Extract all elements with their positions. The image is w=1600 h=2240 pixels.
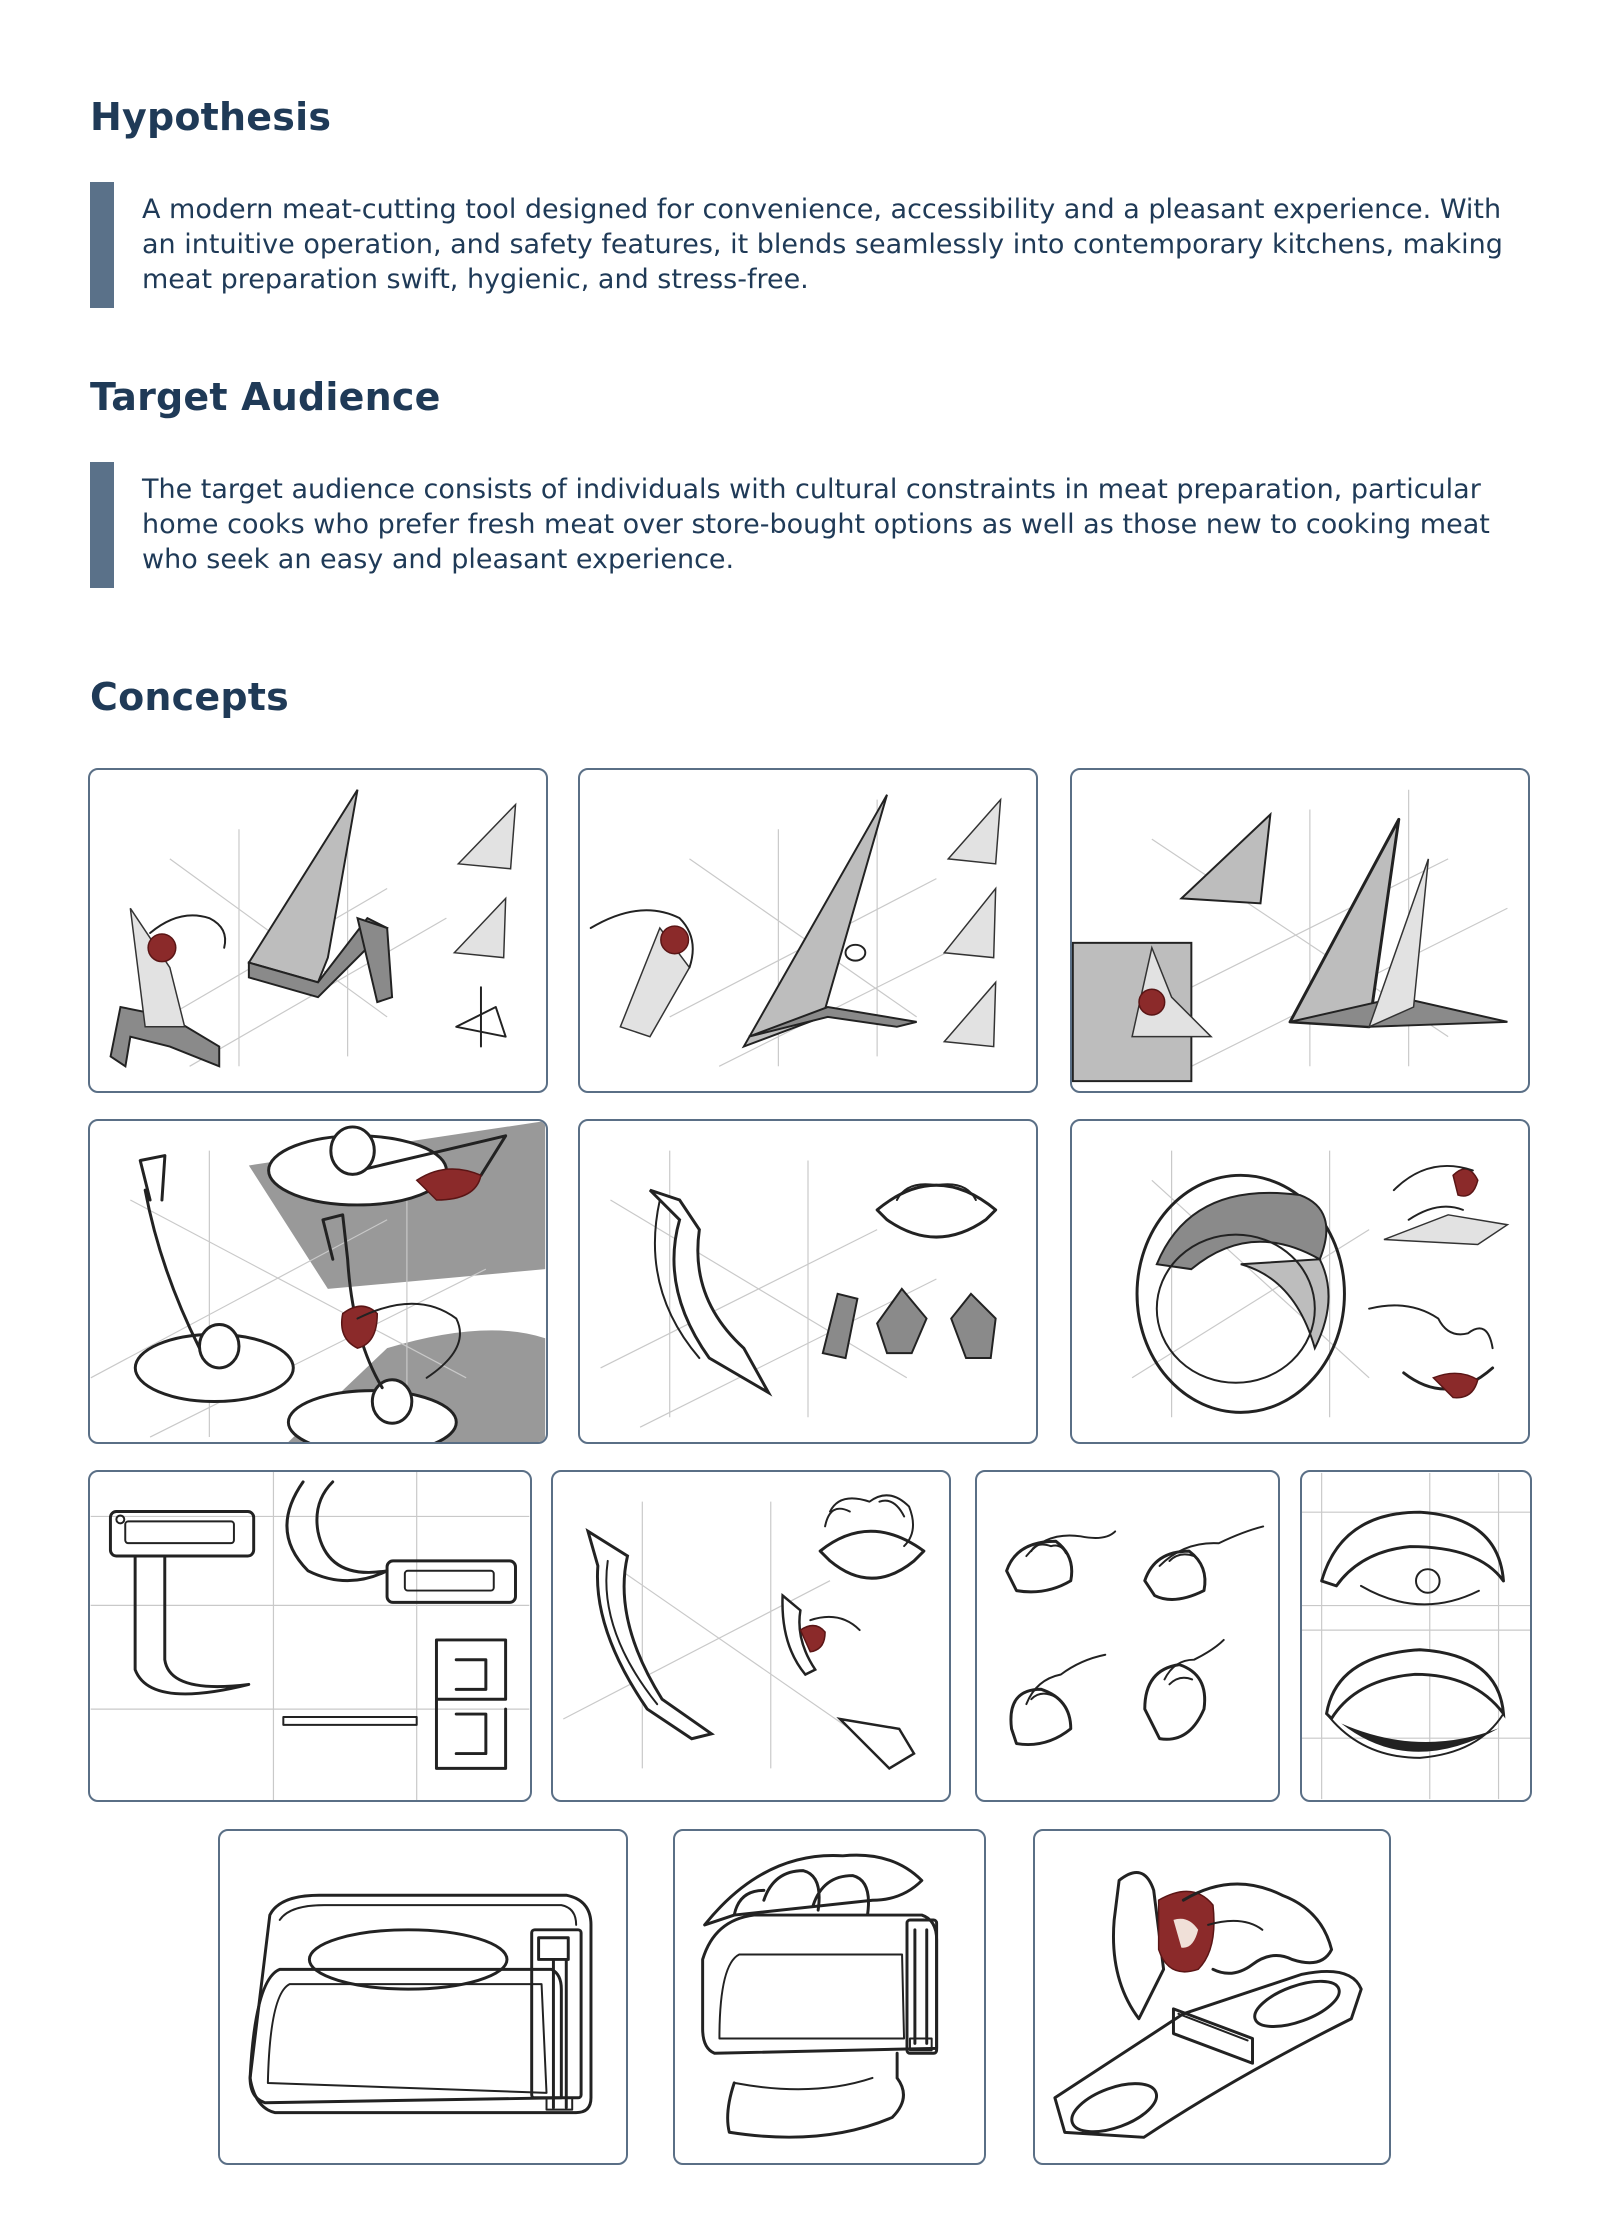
quote-accent-bar [90, 182, 114, 308]
concept-sketch-1 [88, 768, 548, 1093]
concept-sketch-6 [1070, 1119, 1530, 1444]
hypothesis-text: A modern meat-cutting tool designed for convenience, accessibility and a pleasant experience. With an intuitive operation, and safety features, it blends seamlessly into contemporary kitchens, making meat preparation swift, hygienic, and stress-free. [142, 194, 1503, 295]
target-audience-heading: Target Audience [90, 375, 441, 419]
sketch-curved-blade-stand [580, 770, 1036, 1091]
concept-sketch-4 [88, 1119, 548, 1444]
quote-accent-bar [90, 462, 114, 588]
sketch-crescent-blade [1302, 1472, 1530, 1800]
concept-sketch-3 [1070, 768, 1530, 1093]
concept-sketch-13 [1033, 1829, 1391, 2165]
target-audience-text: The target audience consists of individuals with cultural constraints in meat preparation, particular home cooks who prefer fresh meat over store-bought options as well as those new to cooking meat who seek an easy and pleasant experience. [142, 474, 1490, 575]
concept-sketch-11 [218, 1829, 628, 2165]
sketch-curved-handle-cleaver [553, 1472, 949, 1800]
sketch-standing-blade-arm [90, 770, 546, 1091]
concept-sketch-2 [578, 768, 1038, 1093]
sketch-triangular-blade [1072, 770, 1528, 1091]
concept-sketch-8 [551, 1470, 951, 1802]
hypothesis-heading: Hypothesis [90, 95, 332, 139]
sketch-arched-handle-blade [580, 1121, 1036, 1442]
hypothesis-quote [90, 182, 1520, 308]
concept-sketch-5 [578, 1119, 1038, 1444]
concept-sketch-9 [975, 1470, 1280, 1802]
concept-sketch-10 [1300, 1470, 1532, 1802]
sketch-rocker-knife-top-view [220, 1831, 626, 2163]
sketch-grip-studies [977, 1472, 1278, 1800]
sketch-base-plate-cutter [90, 1121, 546, 1442]
concept-sketch-12 [673, 1829, 986, 2165]
target-audience-quote [90, 462, 1520, 588]
sketch-ring-cutter [1072, 1121, 1528, 1442]
sketch-rocker-knife-grip [675, 1831, 984, 2163]
sketch-base-slicer-with-meat [1035, 1831, 1389, 2163]
sketch-rectangular-handle-hook [90, 1472, 530, 1800]
concept-sketch-7 [88, 1470, 532, 1802]
concepts-heading: Concepts [90, 675, 289, 719]
